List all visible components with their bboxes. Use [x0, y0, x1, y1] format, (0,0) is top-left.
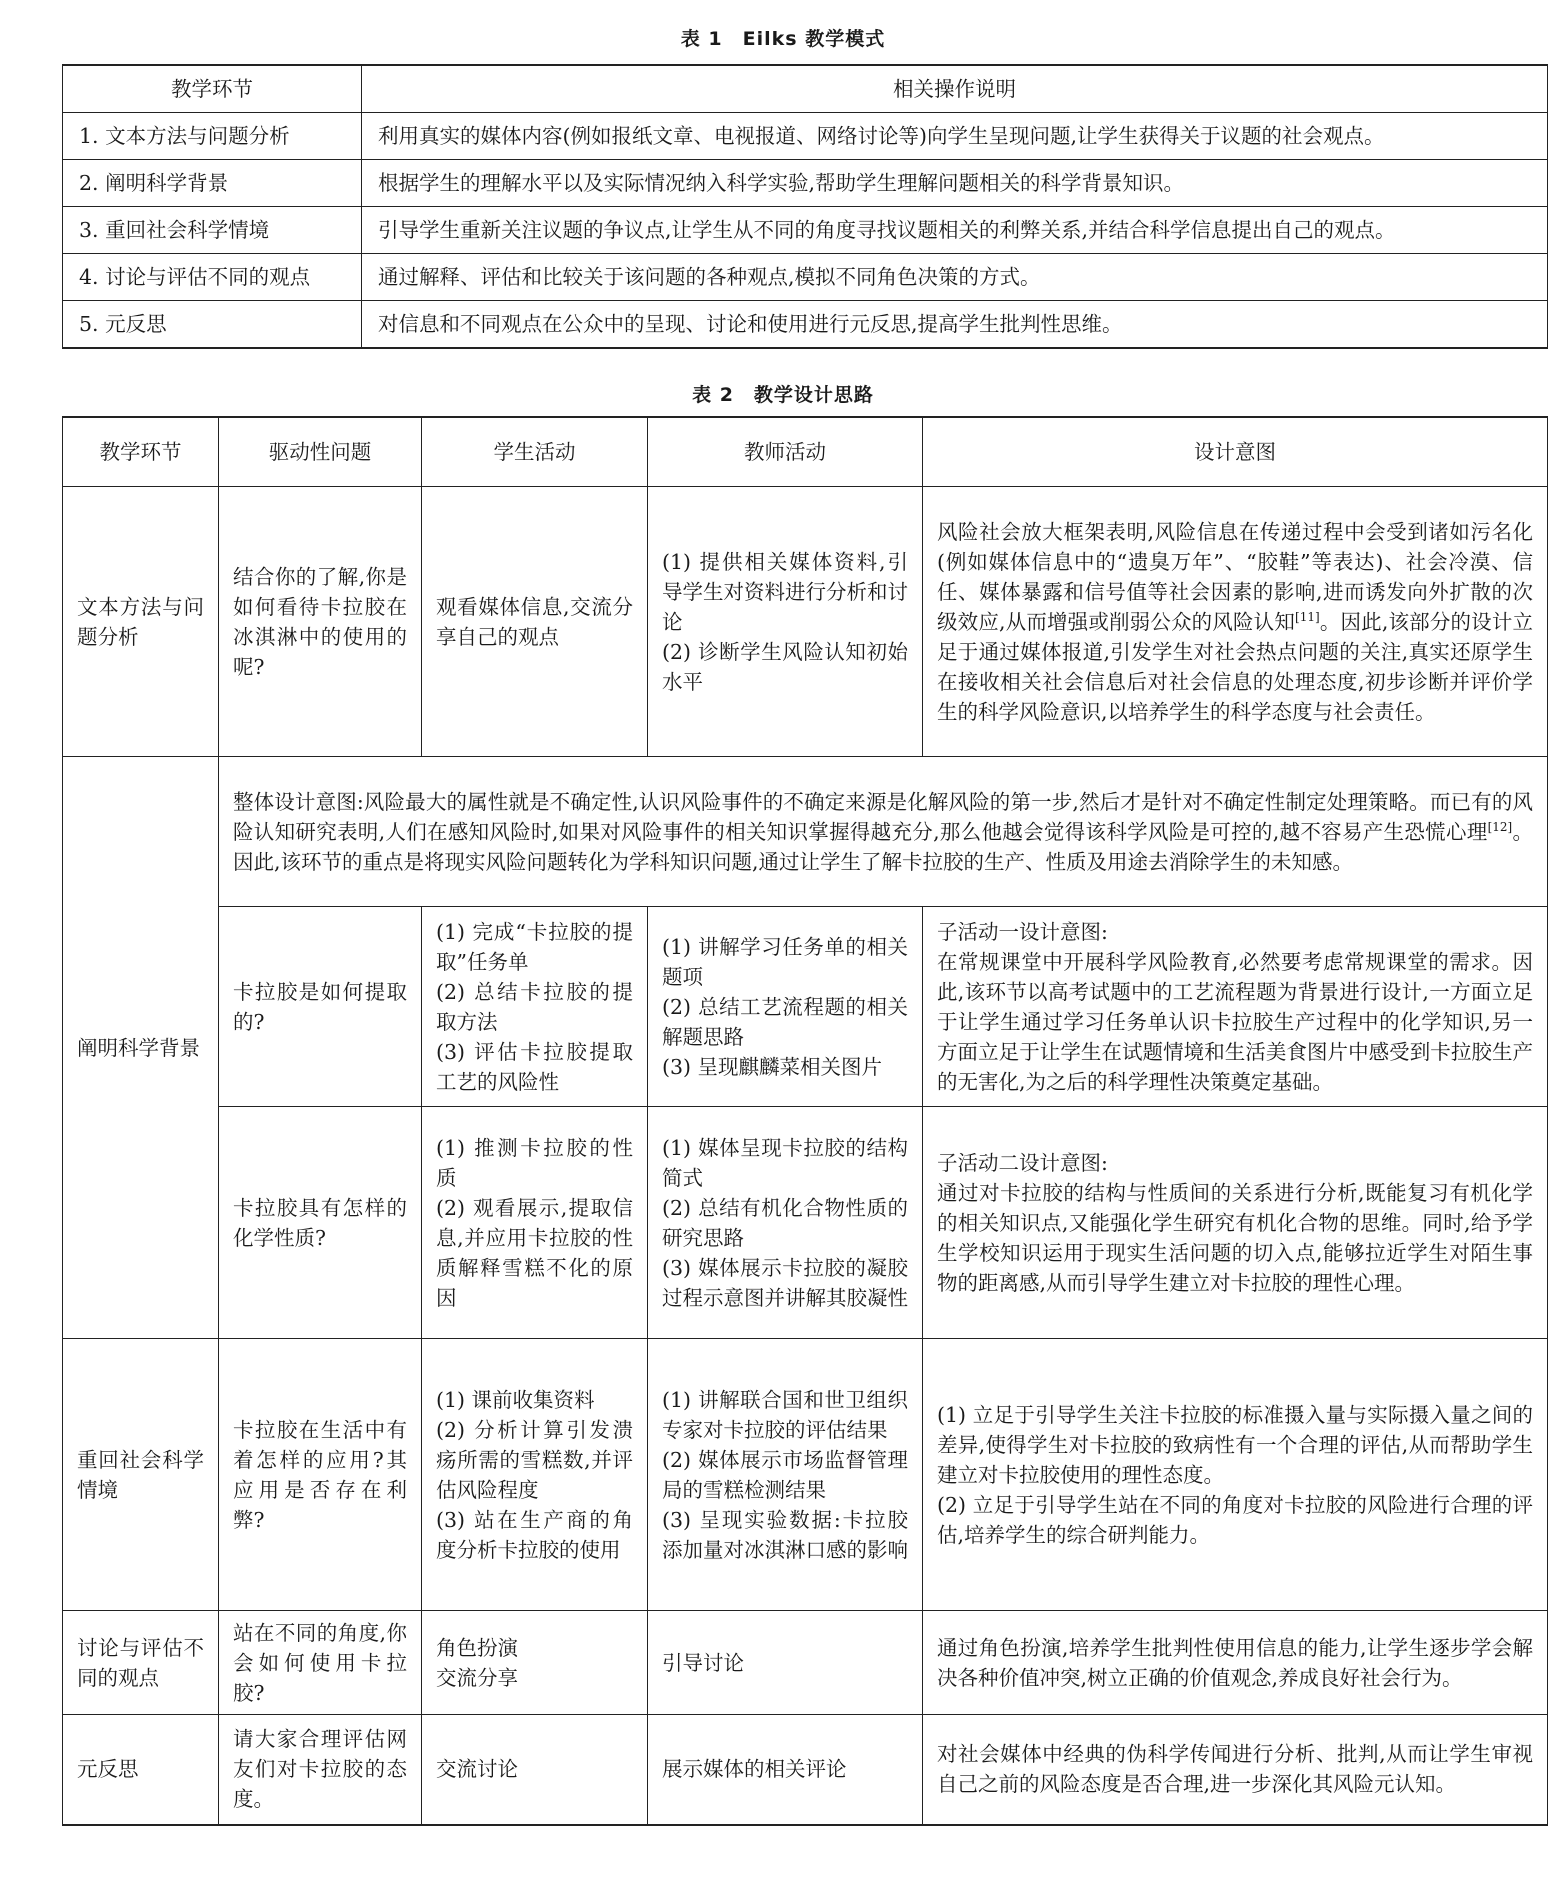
design-intent-cell	[923, 907, 1548, 1107]
table1-desc: 根据学生的理解水平以及实际情况纳入科学实验,帮助学生理解问题相关的科学背景知识。	[362, 160, 1548, 207]
teacher-activity-cell	[648, 907, 923, 1107]
table1	[62, 64, 1548, 349]
teacher-activity-item: (2) 诊断学生风险认知初始水平	[662, 639, 908, 694]
table1-row	[63, 113, 1548, 160]
design-intent-cell	[923, 1339, 1548, 1611]
student-activity-cell: 交流讨论	[422, 1715, 648, 1825]
student-activity-item: (2) 总结卡拉胶的提取方法	[436, 979, 633, 1034]
overall-intent-text: 整体设计意图:风险最大的属性就是不确定性,认识风险事件的不确定来源是化解风险的第一步,然后才是针对不确定性制定处理策略。而已有的风险认知研究表明,人们在感知风险时,如果对风险事件的相关知识掌握得越充分,那么他越会觉得该科学风险是可控的,越不容易产生恐慌心理	[233, 789, 1533, 844]
design-intent-cell	[923, 487, 1548, 757]
student-activity-item: (3) 评估卡拉胶提取工艺的风险性	[436, 1039, 633, 1094]
teacher-activity-item: (1) 提供相关媒体资料,引导学生对资料进行分析和讨论	[662, 549, 908, 634]
design-intent-text: (1) 立足于引导学生关注卡拉胶的标准摄入量与实际摄入量之间的差异,使得学生对卡拉胶的致病性有一个合理的评估,从而帮助学生建立对卡拉胶使用的理性态度。	[937, 1402, 1533, 1487]
table1-desc: 通过解释、评估和比较关于该问题的各种观点,模拟不同角色决策的方式。	[362, 254, 1548, 301]
table2-row-discussion	[63, 1611, 1548, 1715]
stage-cell: 文本方法与问题分析	[63, 487, 219, 757]
teacher-activity-cell: 引导讨论	[648, 1611, 923, 1715]
table2-subactivity-row	[63, 1107, 1548, 1339]
question-cell: 卡拉胶具有怎样的化学性质?	[219, 1107, 422, 1339]
student-activity-item: (2) 分析计算引发溃疡所需的雪糕数,并评估风险程度	[436, 1417, 633, 1502]
teacher-activity-item: (1) 讲解联合国和世卫组织专家对卡拉胶的评估结果	[662, 1387, 908, 1442]
stage-cell: 讨论与评估不同的观点	[63, 1611, 219, 1715]
table1-stage: 2. 阐明科学背景	[63, 160, 362, 207]
table2-caption: 表 2 教学设计思路	[692, 384, 874, 406]
student-activity-cell	[422, 1611, 648, 1715]
table2	[62, 416, 1548, 1826]
question-cell: 卡拉胶在生活中有着怎样的应用?其应用是否存在利弊?	[219, 1339, 422, 1611]
teacher-activity-item: (1) 讲解学习任务单的相关题项	[662, 934, 908, 989]
table1-row	[63, 207, 1548, 254]
teacher-activity-cell	[648, 1339, 923, 1611]
overall-intent-cell	[219, 757, 1548, 907]
table1-stage: 1. 文本方法与问题分析	[63, 113, 362, 160]
student-activity-item: (1) 推测卡拉胶的性质	[436, 1135, 633, 1190]
table1-stage: 4. 讨论与评估不同的观点	[63, 254, 362, 301]
table2-subactivity-row	[63, 907, 1548, 1107]
teacher-activity-item: (2) 媒体展示市场监督管理局的雪糕检测结果	[662, 1447, 908, 1502]
question-cell: 卡拉胶是如何提取的?	[219, 907, 422, 1107]
table2-header-student: 学生活动	[422, 417, 648, 487]
citation-ref: [12]	[1487, 819, 1513, 834]
student-activity-item: 交流分享	[436, 1665, 518, 1690]
stage-cell: 阐明科学背景	[63, 757, 219, 1339]
design-intent-text: 。因此,该部分的设计立足于通过媒体报道,引发学生对社会热点问题的关注,真实还原学生在接收相关社会信息后对社会信息的处理态度,初步诊断并评价学生的科学风险意识,以培养学生的科学态度与社会责任。	[937, 609, 1533, 724]
student-activity-item: (1) 完成“卡拉胶的提取”任务单	[436, 919, 633, 974]
overall-intent-text: 。因此,该环节的重点是将现实风险问题转化为学科知识问题,通过让学生了解卡拉胶的生产、性质及用途去消除学生的未知感。	[233, 819, 1534, 874]
teacher-activity-item: (3) 媒体展示卡拉胶的凝胶过程示意图并讲解其胶凝性	[662, 1255, 908, 1310]
table1-stage: 3. 重回社会科学情境	[63, 207, 362, 254]
stage-cell: 重回社会科学情境	[63, 1339, 219, 1611]
student-activity-cell	[422, 1107, 648, 1339]
table2-header-teacher: 教师活动	[648, 417, 923, 487]
teacher-activity-cell	[648, 1107, 923, 1339]
student-activity-item: (1) 课前收集资料	[436, 1387, 595, 1412]
table2-row-meta-reflection	[63, 1715, 1548, 1825]
teacher-activity-cell	[648, 487, 923, 757]
table1-header-stage: 教学环节	[63, 65, 362, 113]
table1-desc: 利用真实的媒体内容(例如报纸文章、电视报道、网络讨论等)向学生呈现问题,让学生获得关于议题的社会观点。	[362, 113, 1548, 160]
teacher-activity-item: (1) 媒体呈现卡拉胶的结构简式	[662, 1135, 908, 1190]
table1-desc: 引导学生重新关注议题的争议点,让学生从不同的角度寻找议题相关的利弊关系,并结合科学信息提出自己的观点。	[362, 207, 1548, 254]
design-intent-cell	[923, 1107, 1548, 1339]
student-activity-cell	[422, 1339, 648, 1611]
student-activity-item: (3) 站在生产商的角度分析卡拉胶的使用	[436, 1507, 633, 1562]
table2-header-question: 驱动性问题	[219, 417, 422, 487]
question-cell: 请大家合理评估网友们对卡拉胶的态度。	[219, 1715, 422, 1825]
stage-cell: 元反思	[63, 1715, 219, 1825]
table1-row	[63, 160, 1548, 207]
design-intent-heading: 子活动一设计意图:	[937, 919, 1108, 944]
teacher-activity-item: (2) 总结有机化合物性质的研究思路	[662, 1195, 908, 1250]
table1-row	[63, 254, 1548, 301]
teacher-activity-cell: 展示媒体的相关评论	[648, 1715, 923, 1825]
teacher-activity-item: (3) 呈现实验数据:卡拉胶添加量对冰淇淋口感的影响	[662, 1507, 908, 1562]
question-cell: 站在不同的角度,你会如何使用卡拉胶?	[219, 1611, 422, 1715]
design-intent-cell: 对社会媒体中经典的伪科学传闻进行分析、批判,从而让学生审视自己之前的风险态度是否合理,进一步深化其风险元认知。	[923, 1715, 1548, 1825]
design-intent-text: (2) 立足于引导学生站在不同的角度对卡拉胶的风险进行合理的评估,培养学生的综合研判能力。	[937, 1492, 1533, 1547]
table2-row-science-background	[63, 757, 1548, 907]
student-activity-cell: 观看媒体信息,交流分享自己的观点	[422, 487, 648, 757]
teacher-activity-item: (2) 总结工艺流程题的相关解题思路	[662, 994, 908, 1049]
design-intent-text: 通过对卡拉胶的结构与性质间的关系进行分析,既能复习有机化学的相关知识点,又能强化学生研究有机化合物的思维。同时,给予学生学校知识运用于现实生活问题的切入点,能够拉近学生对陌生事物的距离感,从而引导学生建立对卡拉胶的理性心理。	[937, 1180, 1533, 1295]
table2-row-social-context	[63, 1339, 1548, 1611]
table1-stage: 5. 元反思	[63, 301, 362, 349]
design-intent-text: 在常规课堂中开展科学风险教育,必然要考虑常规课堂的需求。因此,该环节以高考试题中的工艺流程题为背景进行设计,一方面立足于让学生通过学习任务单认识卡拉胶生产过程中的化学知识,另一方面立足于让学生在试题情境和生活美食图片中感受到卡拉胶生产的无害化,为之后的科学理性决策奠定基础。	[937, 949, 1533, 1094]
table1-desc: 对信息和不同观点在公众中的呈现、讨论和使用进行元反思,提高学生批判性思维。	[362, 301, 1548, 349]
citation-ref: [11]	[1295, 609, 1320, 624]
teacher-activity-item: (3) 呈现麒麟菜相关图片	[662, 1054, 883, 1079]
table2-row-text-analysis	[63, 487, 1548, 757]
question-cell: 结合你的了解,你是如何看待卡拉胶在冰淇淋中的使用的呢?	[219, 487, 422, 757]
table2-header-stage: 教学环节	[63, 417, 219, 487]
table2-header-intent: 设计意图	[923, 417, 1548, 487]
student-activity-item: (2) 观看展示,提取信息,并应用卡拉胶的性质解释雪糕不化的原因	[436, 1195, 633, 1310]
student-activity-cell	[422, 907, 648, 1107]
table2-header-row	[63, 417, 1548, 487]
student-activity-item: 角色扮演	[436, 1635, 518, 1660]
table1-header-row	[63, 65, 1548, 113]
design-intent-text: 风险社会放大框架表明,风险信息在传递过程中会受到诸如污名化(例如媒体信息中的“遗臭万年”、“胶鞋”等表达)、社会冷漠、信任、媒体暴露和信号值等社会因素的影响,进而诱发向外扩散的次级效应,从而增强或削弱公众的风险认知	[937, 519, 1533, 634]
design-intent-cell: 通过角色扮演,培养学生批判性使用信息的能力,让学生逐步学会解决各种价值冲突,树立正确的价值观念,养成良好社会行为。	[923, 1611, 1548, 1715]
table1-caption: 表 1 Eilks 教学模式	[680, 28, 886, 50]
design-intent-heading: 子活动二设计意图:	[937, 1150, 1108, 1175]
table1-row	[63, 301, 1548, 349]
table1-header-desc: 相关操作说明	[362, 65, 1548, 113]
